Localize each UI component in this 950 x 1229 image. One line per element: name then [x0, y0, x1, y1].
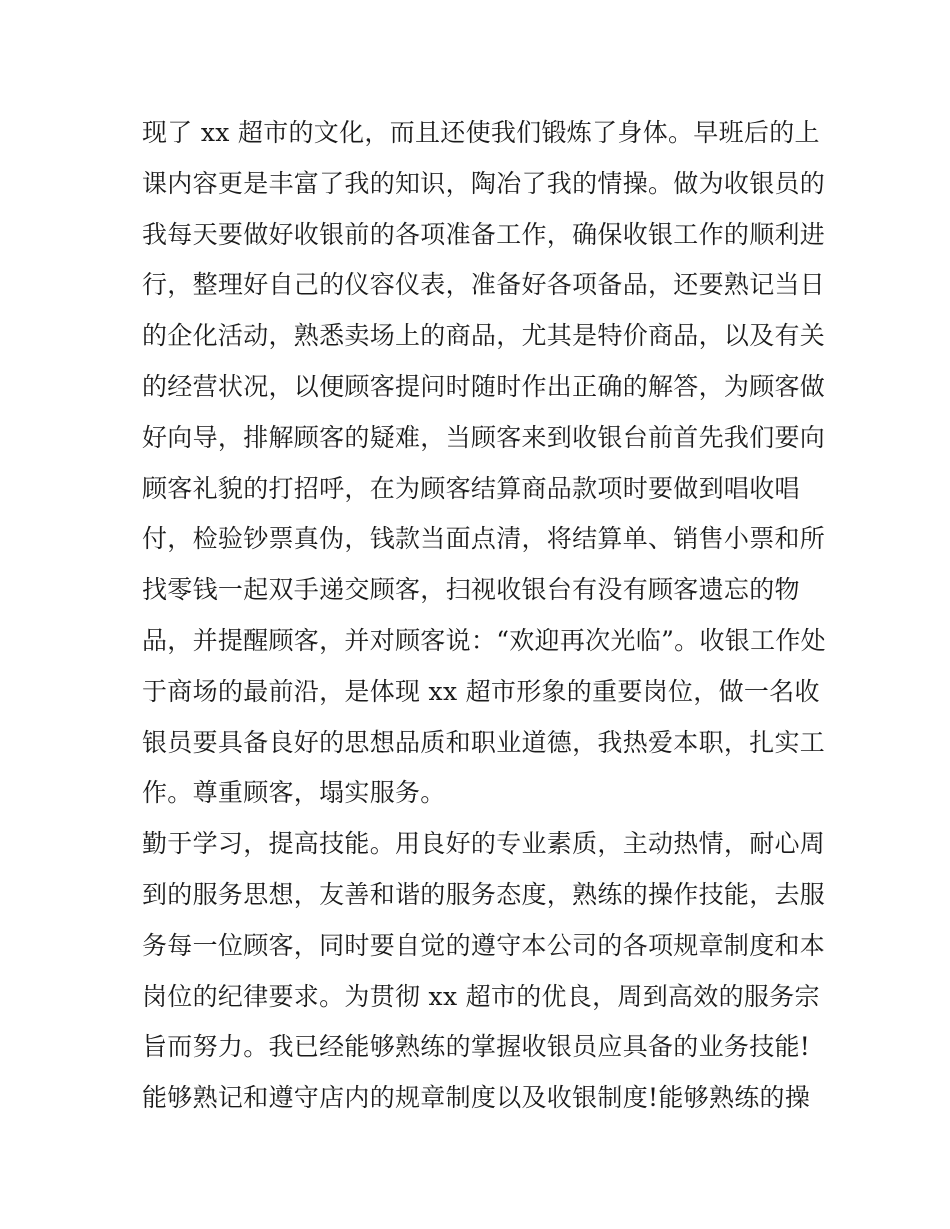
text-line: 品，并提醒顾客，并对顾客说：“欢迎再次光临”。收银工作处	[142, 625, 826, 655]
text-line: 课内容更是丰富了我的知识，陶冶了我的情操。做为收银员的	[142, 168, 826, 198]
text-line: 找零钱一起双手递交顾客，扫视收银台有没有顾客遗忘的物	[142, 575, 800, 605]
text-line: 到的服务思想，友善和谐的服务态度，熟练的操作技能，去服	[142, 879, 826, 909]
text-line: 好向导，排解顾客的疑难，当顾客来到收银台前首先我们要向	[142, 422, 826, 452]
text-line: 顾客礼貌的打招呼，在为顾客结算商品款项时要做到唱收唱	[142, 473, 800, 503]
text-line: 付，检验钞票真伪，钱款当面点清，将结算单、销售小票和所	[142, 524, 826, 554]
text-line: 的企化活动，熟悉卖场上的商品，尤其是特价商品，以及有关	[142, 321, 826, 351]
body-text	[142, 108, 826, 1124]
text-line: 能够熟记和遵守店内的规章制度以及收银制度!能够熟练的操	[142, 1083, 811, 1113]
text-line: 岗位的纪律要求。为贯彻 xx 超市的优良，周到高效的服务宗	[142, 981, 820, 1011]
text-line: 于商场的最前沿，是体现 xx 超市形象的重要岗位，做一名收	[142, 676, 820, 706]
text-line: 行，整理好自己的仪容仪表，准备好各项备品，还要熟记当日	[142, 270, 826, 300]
text-line: 旨而努力。我已经能够熟练的掌握收银员应具备的业务技能!	[142, 1032, 811, 1062]
text-line: 务每一位顾客，同时要自觉的遵守本公司的各项规章制度和本	[142, 930, 826, 960]
text-line: 的经营状况，以便顾客提问时随时作出正确的解答，为顾客做	[142, 371, 826, 401]
text-line: 作。尊重顾客，塌实服务。	[142, 778, 446, 808]
text-line: 我每天要做好收银前的各项准备工作，确保收银工作的顺利进	[142, 219, 826, 249]
text-line: 银员要具备良好的思想品质和职业道德，我热爱本职，扎实工	[142, 727, 826, 757]
text-line: 勤于学习，提高技能。用良好的专业素质，主动热情，耐心周	[142, 829, 826, 859]
text-line: 现了 xx 超市的文化，而且还使我们锻炼了身体。早班后的上	[142, 118, 820, 147]
